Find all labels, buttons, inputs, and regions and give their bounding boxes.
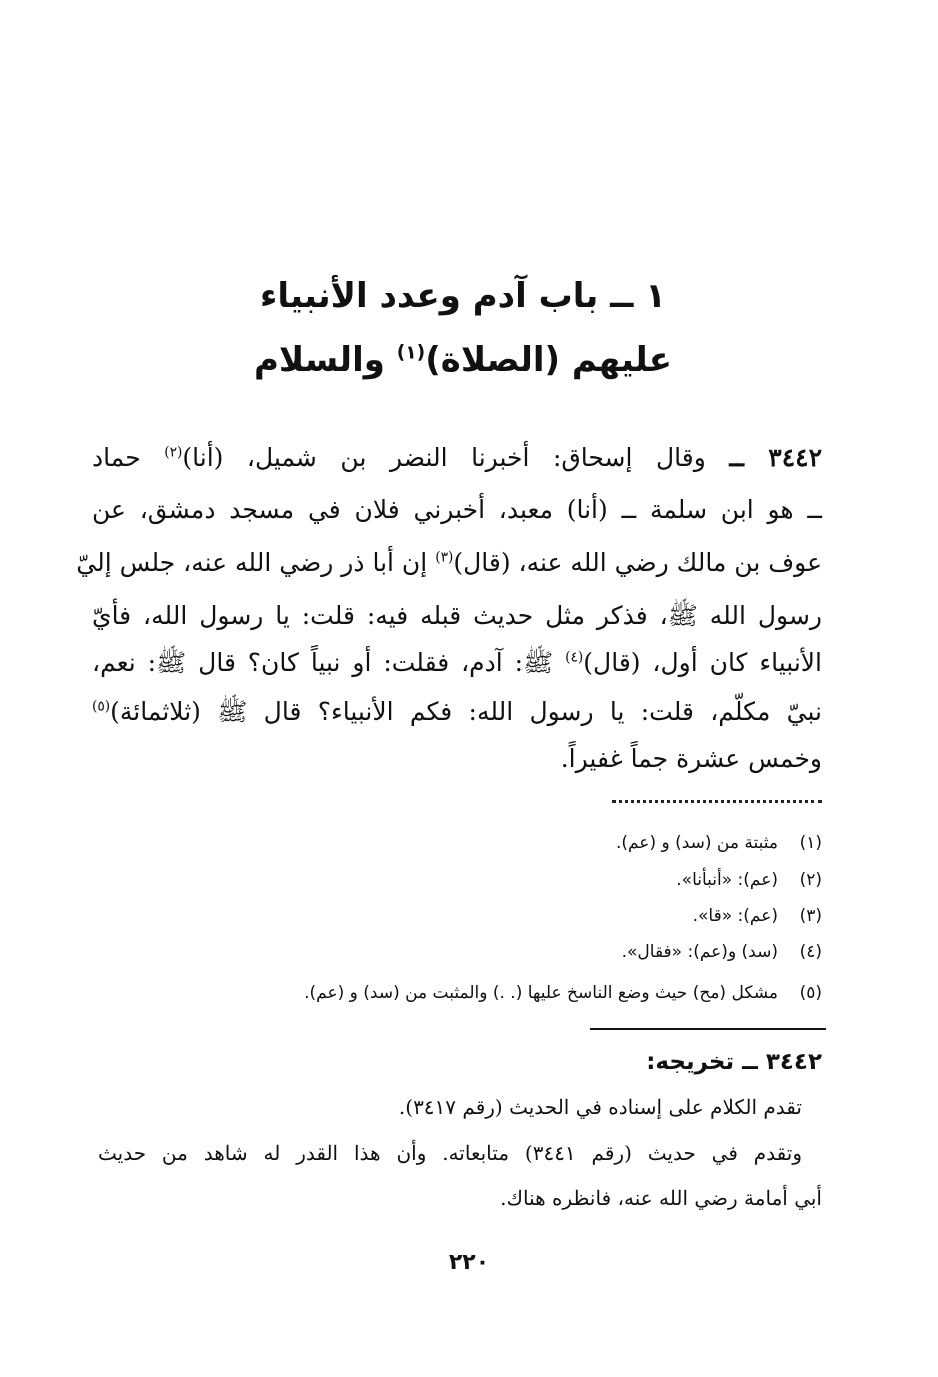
- takhrij-heading: ٣٤٤٢ ــ تخريجه:: [646, 1049, 822, 1075]
- footnote: [102, 940, 822, 964]
- chapter-heading-line-1: [150, 274, 776, 318]
- footnote-ref: (٤): [565, 649, 584, 666]
- hadith-line: [92, 440, 822, 476]
- takhrij-line: تقدم الكلام على إسناده في الحديث (رقم ٣٤١٧).: [398, 1095, 802, 1119]
- footnote-ref: (٥): [92, 698, 111, 715]
- hadith-text-segment: الأنبياء كان أول، (قال): [583, 648, 822, 677]
- footnote: [102, 831, 822, 855]
- hadith-line: [92, 645, 822, 681]
- takhrij-rule: [590, 1028, 826, 1030]
- chapter-subtitle-pre: عليهم (الصلاة): [425, 340, 673, 380]
- footnote-text: مثبتة من (سد) و (عم).: [615, 833, 778, 853]
- takhrij-line: وتقدم في حديث (رقم ٣٤٤١) متابعاته. وأن هذا القدر له شاهد من حديث: [98, 1141, 802, 1165]
- hadith-line: [92, 741, 822, 777]
- footnote-ref: (٢): [164, 444, 183, 461]
- hadith-text-segment: إن أبا ذر رضي الله عنه، جلس إليّ: [76, 548, 436, 577]
- footnote-number: (٣): [799, 906, 822, 926]
- chapter-subtitle-post: والسلام: [253, 340, 397, 380]
- footnote-ref: (١): [396, 342, 426, 364]
- hadith-text-segment: ــ هو ابن سلمة ــ (أنا) معبد، أخبرني فلان في مسجد دمشق، عن: [92, 495, 822, 524]
- hadith-text-segment: وقال إسحاق: أخبرنا النضر بن شميل، (أنا): [182, 443, 730, 472]
- footnote-text: (عم): «قا».: [692, 906, 778, 926]
- chapter-title: ١ ــ باب آدم وعدد الأنبياء: [259, 276, 666, 316]
- footnote: [102, 981, 822, 1005]
- hadith-text-segment: عوف بن مالك رضي الله عنه، (قال): [453, 548, 822, 577]
- footnote-number: (٢): [799, 870, 822, 890]
- footnote-ref: (٣): [435, 549, 454, 566]
- hadith-text-segment: نبيّ مكلّم، قلت: يا رسول الله: فكم الأنبياء؟ قال ﷺ (ثلاثمائة): [110, 697, 822, 726]
- hadith-line: [76, 545, 822, 581]
- chapter-heading-line-2: [150, 338, 776, 382]
- footnote-separator: [612, 800, 822, 803]
- footnote: [102, 868, 822, 892]
- hadith-text-segment: وخمس عشرة جماً غفيراً.: [560, 744, 822, 773]
- footnote-number: (١): [799, 833, 822, 853]
- hadith-text-segment: ﷺ: آدم، فقلت: أو نبياً كان؟ قال ﷺ: نعم،: [92, 648, 566, 677]
- footnote-text: (عم): «أنبأنا».: [676, 870, 778, 890]
- hadith-number: ٣٤٤٢ ــ: [729, 443, 822, 472]
- page-number: ٢٢٠: [448, 1250, 490, 1275]
- footnote-number: (٥): [799, 983, 822, 1003]
- footnote-number: (٤): [799, 942, 822, 962]
- hadith-text-segment: رسول الله ﷺ، فذكر مثل حديث قبله فيه: قلت: يا رسول الله، فأيّ: [92, 601, 822, 630]
- footnote: [102, 904, 822, 928]
- footnote-text: مشكل (مح) حيث وضع الناسخ عليها (. .) والمثبت من (سد) و (عم).: [304, 983, 778, 1003]
- hadith-line: [92, 598, 822, 634]
- takhrij-line: أبي أمامة رضي الله عنه، فانظره هناك.: [500, 1186, 822, 1210]
- hadith-line: [92, 694, 822, 730]
- hadith-text-segment: حماد: [92, 443, 165, 472]
- footnote-text: (سد) و(عم): «فقال».: [621, 942, 778, 962]
- hadith-line: [92, 492, 822, 528]
